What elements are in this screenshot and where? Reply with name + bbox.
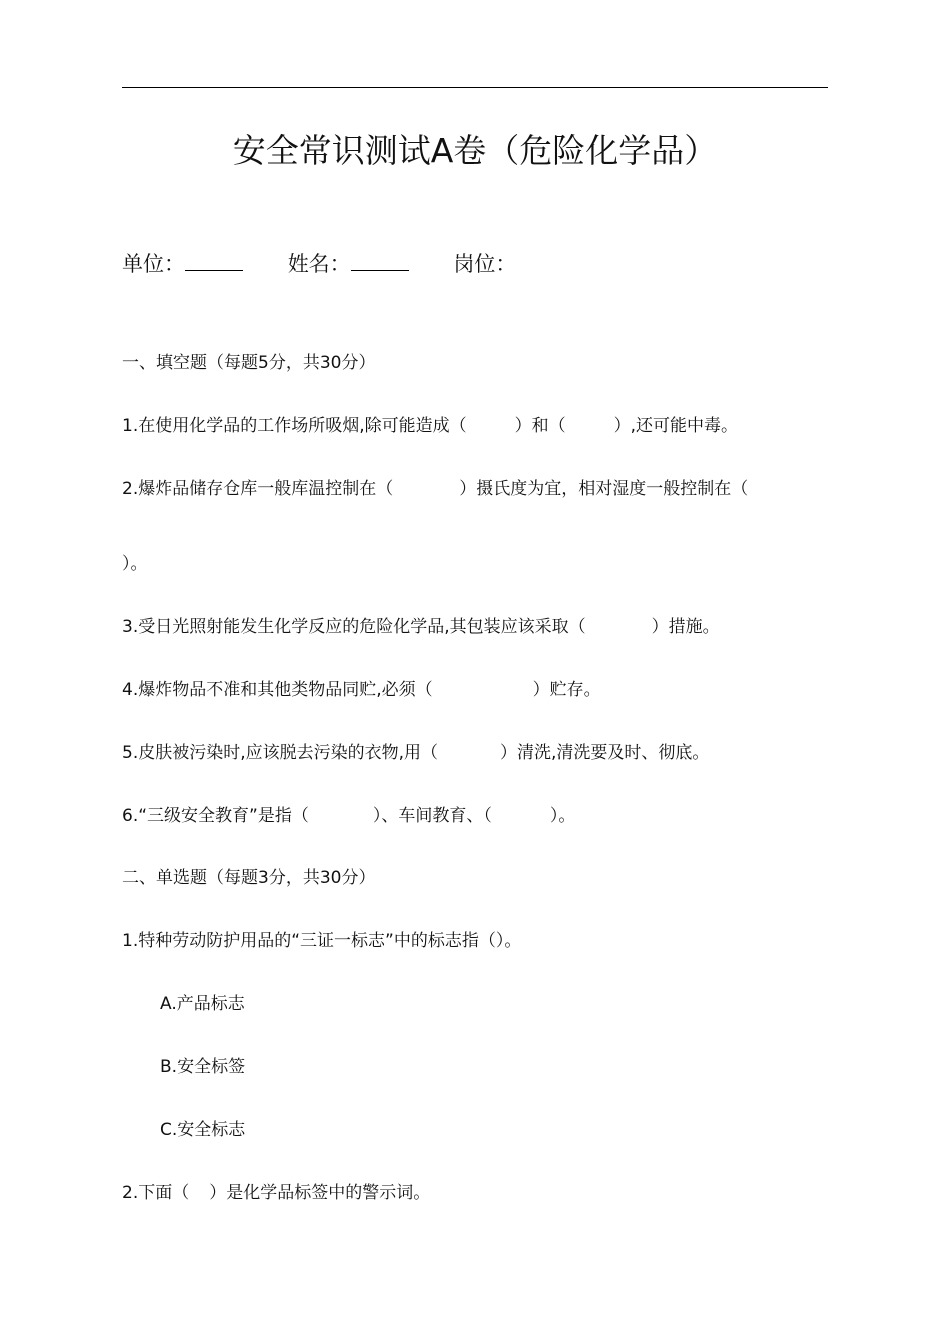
section1-heading: 一、填空题（每题5分，共30分） [122, 353, 376, 373]
name-label: 姓名： [287, 252, 351, 276]
choice-question-1: 1.特种劳动防护用品的“三证一标志”中的标志指（）。 [122, 931, 522, 951]
choice-question-2: 2.下面（ ）是化学品标签中的警示词。 [122, 1183, 431, 1203]
choice-option-a[interactable]: A.产品标志 [160, 994, 245, 1014]
fill-question-4: 4.爆炸物品不准和其他类物品同贮,必须（ ）贮存。 [122, 680, 601, 700]
info-row [122, 248, 554, 278]
choice-option-b[interactable]: B.安全标签 [160, 1057, 246, 1077]
name-field [288, 248, 409, 279]
unit-blank[interactable] [185, 248, 243, 271]
fill-question-1: 1.在使用化学品的工作场所吸烟,除可能造成（ ）和（ ）,还可能中毒。 [122, 416, 739, 436]
section2-heading: 二、单选题（每题3分，共30分） [122, 868, 376, 888]
header-rule [122, 87, 828, 88]
fill-question-2: 2.爆炸品储存仓库一般库温控制在（ ）摄氏度为宜，相对湿度一般控制在（ [122, 479, 749, 499]
unit-label: 单位： [122, 252, 185, 276]
fill-question-2-cont: ）。 [122, 554, 148, 574]
fill-question-5: 5.皮肤被污染时,应该脱去污染的衣物,用（ ）清洗,清洗要及时、彻底。 [122, 743, 710, 763]
unit-field [122, 248, 243, 279]
page-title: 安全常识测试A卷（危险化学品） [232, 131, 718, 170]
name-blank[interactable] [351, 248, 409, 271]
post-field [453, 249, 516, 279]
fill-question-6: 6.“三级安全教育”是指（ ）、车间教育、（ ）。 [122, 806, 576, 826]
choice-option-c[interactable]: C.安全标志 [160, 1120, 246, 1140]
post-label: 岗位： [453, 252, 517, 276]
fill-question-3: 3.受日光照射能发生化学反应的危险化学品,其包装应该采取（ ）措施。 [122, 617, 720, 637]
